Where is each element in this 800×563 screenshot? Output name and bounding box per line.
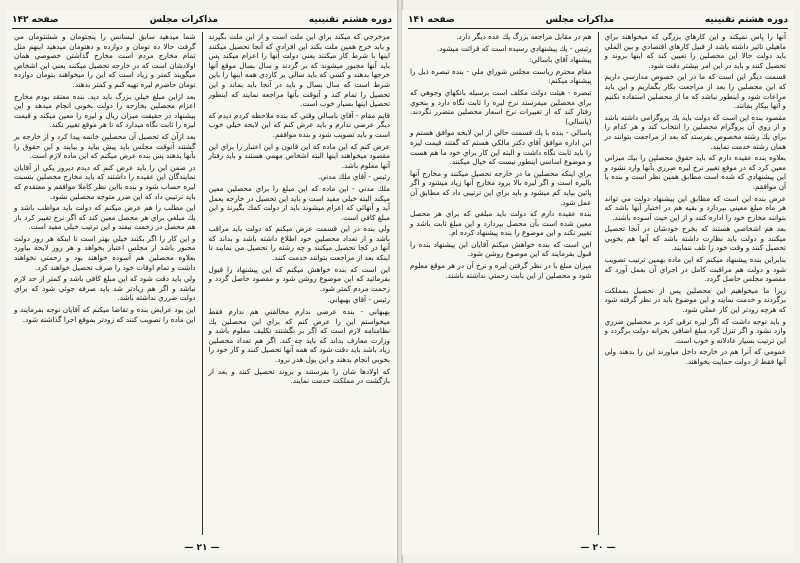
right-page-number: — ۲۰ — — [580, 543, 616, 553]
right-page-left-column — [408, 32, 594, 535]
left-page-number-value: ۲۱ — [196, 543, 208, 553]
paragraph: بنده عقيده دارم كه دولت بايد مبلغي كه براي هر محصل معين شده است بآن محصل بپردازد و اين مبلغ ثابت باشد و تغيير نكند و اين موضوع را بنده پيشنهاد كرده ام. — [410, 209, 592, 238]
paragraph: زيرا ما ميخواهيم اين محصلين پس از تحصيل بمملكت برگردند و خدمت نمايند و اين موضوع بايد در نظر گرفته شود كه هرچه زودتر اين كار عملي شود. — [604, 285, 786, 315]
right-page — [402, 10, 794, 555]
paragraph: عرض بنده اين است كه مطابق اين پيشنهاد دولت مي تواند هر ماه مبلغ معيني بپردازد و بقيه هم در اختيار آنها باشد كه بتوانند مخارج خود را اداره كنند و از اين حيث آسوده باشند. — [604, 193, 786, 222]
left-page-right-column — [207, 32, 393, 535]
left-page-left-column — [12, 32, 198, 535]
paragraph: اين بود عرايض بنده و تقاضا ميكنم كه آقايان توجه بفرمايند و اين ماده را تصويب كنند كه زودتر بموقع اجرا گذاشته شود. — [14, 305, 196, 324]
paragraph: عمومي كه آنرا هم در خارجه داخل مياورند اين را بدهند ولي آنها فقط از دولت حمايت بخواهند. — [604, 347, 786, 366]
paragraph: در ضمن اين را بايد عرض كنم كه ديدم ديروز يكي از آقايان نمايندگان اين عقيده را داشتند كه بايد مخارج محصلين بنسبت ليره حساب شود و بنده بااين نظر كاملا موافقم و معتقدم كه بايد ترتيبي داد كه اين ضرر متوجه محصلين نشود. — [14, 162, 196, 201]
column-separator — [202, 32, 203, 535]
paragraph: بعد هم اشخاصي هستند كه بخرج خودشان در آنجا تحصيل ميكنند و دولت بايد نظارت داشته باشد كه آنها هم بخوبي تحصيل كنند و وقت خود را تلف ننمايند. — [604, 224, 786, 253]
right-page-columns — [408, 32, 788, 535]
paragraph: مقصود بنده اين است كه دولت بايد يك پروگرامي داشته باشد و از روي آن پروگرام محصلين را انتخاب كند و هر كدام را براي يك رشته مخصوص بفرستد كه بعد از مراجعت بتوانند در همان رشته خدمت نمايند. — [604, 112, 786, 151]
right-page-number-value: ۲۰ — [592, 543, 604, 553]
paragraph: پيشنهاد آقاي باسالي: — [529, 55, 592, 65]
paragraph: ميزان مبلغ با در نظر گرفتن ليره و نرخ آن در هر موقع معلوم شود و محصلين از اين بابت زحمتي نداشته باشند. — [410, 261, 592, 280]
paragraph: اين است كه بنده خواهش ميكنم آقايان اين پيشنهاد بنده را قبول بفرمايند كه اين موضوع روشن شود. — [410, 239, 592, 259]
paragraph: تبصره - هيئت دولت مكلف است برسيله بانكهاي وجوهي كه براي محصلين ميفرستد نرخ ليره را ثابت نگاه دارد و بنحوي رفتار كند كه از تغييرات نرخ اسعار محصلين متضرر نگردند. (پاسالي) — [410, 87, 592, 126]
paragraph: رئيس - آقاي بهبهاني. — [327, 295, 390, 305]
paragraph: و اين كار را اگر بكنند خيلي بهتر است تا اينكه هر روز دولت مجبور باشد از مجلس اعتبار بخواهد و هر روز لايحه بياورد بعلاوه محصلين هم آسوده خواهند بود و زحمتي نخواهند داشت و تمام اوقات خود را صرف تحصيل خواهند كرد. — [14, 233, 196, 272]
paragraph: براي اينكه محصلين ما در خارجه تحصيل ميكنند و مخارج آنها باليره است و اگر ليره بالا برود مخارج آنها زياد ميشود و اگر پائين بيايد كم ميشود و بايد براي اين ترتيبي داد كه مطابق آن عمل شود. — [410, 168, 592, 207]
paragraph: پاسالي - بنده با يك قسمت حالي از اين لايحه موافق هستم و اين اداره موافق آقاي دكتر مالكي هستم كه گفتند قيمت ليره را بايد ثابت نگاه داشت و البته اين كار براي خود ما هم هست و موضوع اساسي اينطور نيست كه خيال ميكنند. — [410, 128, 592, 167]
paragraph: شما ميدهيد سابق ليسانس را پنجتومان و ششتومان مي گرفت حالا ده تومان و دوازده و دهتومان ميدهيد اينهم مثل تمام مخارج مردم است مخارج گذاشتن خصوصي همان اولادشان است كه در خارجه تحصيل ميكنند يعني اين اشخاص ميگويند كمتر و زياد است كه اين را ميخواهند بتومان دوازده تومان حاضرم ليره تهيه كنم و كمتر بدهند. — [14, 32, 196, 89]
paragraph: بعد ازآن كه تحصيل آن محصلين خاتمه پيدا كرد و از خارجه بر گشتند آنوقت مجلس بايد پيش بيايد و بيايند و اين حقوق را بآنها بدهند پس بنده عرض ميكنم كه اين ماده لازم است. — [14, 131, 196, 161]
paragraph: عرض كنم كه اين ماده كه اين قانون و اين اعتبار را براي اين مقصود ميخواهند اينها البته اشخاص مهمي هستند و بايد رفتار آنها معلوم باشد. — [208, 141, 390, 170]
paragraph: و بايد توجه داشت كه اگر ليره ترقي كرد بر محصلين ضرري وارد نشود و اگر تنزل كرد مبلغ اضافي بخزانه دولت برگردد و اين ترتيب بسيار عادلانه و خوب است. — [604, 316, 786, 345]
paragraph: رئيس - يك پيشنهادي رسيده است كه قرائت ميشود. — [437, 43, 592, 53]
paragraph: بهبهاني - بنده عرضي ندارم مخالفتي هم ندارم فقط ميخواستم اين را عرض كنم كه براي اين محصلين يك نظامنامه لازم است كه اگر بر نگشتند تكليف معلوم باشد و وزارت معارف بداند كه بايد چه كند. اگر هم تعداد محصلين زياد باشد بايد دقت شود كه همه آنها تحصيل كنند و كار خود را بخوبي انجام بدهند و اين پول هدر نرود. — [208, 307, 390, 364]
right-header-left: صفحه ۱۴۱ — [408, 15, 455, 25]
left-page-columns — [12, 32, 392, 535]
left-page-number: — ۲۱ — — [184, 543, 220, 553]
left-page-header — [12, 12, 392, 29]
left-header-center: مذاكرات مجلس — [149, 15, 219, 25]
right-page-header — [408, 12, 788, 29]
right-header-right: دوره هشتم تقنينيه — [704, 15, 788, 25]
right-header-center: مذاكرات مجلس — [545, 15, 615, 25]
paragraph: بعلاوه بنده عقيده دارم كه بايد حقوق محصلين را بيك ميزاني معين كرد كه در موقع تغيير نرخ ليره ضرري بآنها وارد نشود و اين پيشنهادي كه شده است مطابق همين نظر است و بنده با آن موافقم. — [604, 153, 786, 191]
paragraph: آنها را پاس نميكند و اين كارهاي بزرگي كه ميخواهند براي ماهيلي تاثير داشته باشد از قبيل كارهاي اقتصادي و بين الملي بايد دولت حالا اين محصلين را تعيين كند كه اينها بروند و تحصيل كنند و بايد در اين امر بيشتر دقت شود. — [604, 32, 786, 70]
paragraph: مقام محترم رياست مجلس شوراي ملي - بنده تبصره ذيل را پيشنهاد ميكنم: — [410, 66, 592, 86]
left-page — [6, 10, 398, 555]
paragraph: بنابراين بنده پيشنهاد ميكنم كه اين ماده بهمين ترتيب تصويب شود و دولت هم مراقبت كامل در اجراي آن بعمل آورد كه مقصود مجلس حاصل گردد. — [604, 255, 786, 284]
left-header-left: صفحه ۱۴۲ — [12, 15, 59, 25]
paragraph: ملك مدني - اين ماده كه اين مبلغ را براي محصلين معين ميكند البته خيلي مفيد است و بايد اين تحصيل در خارجه بعمل آيد و آنهائي كه اعزام ميشوند بايد از دولت كمك بگيرند و اين مبلغ كافي است. — [208, 183, 390, 222]
paragraph: ولي بنده در اين قسمت عرض ميكنم كه دولت بايد مراقب باشد و از تعداد محصلين خود اطلاع داشته باشد و بداند كه آنها در كجا تحصيل ميكنند و چه رشته را تحصيل مي نمايند تا اينكه بعد از مراجعت بتوانند خدمت كنند. — [208, 224, 390, 263]
right-page-right-column — [603, 32, 789, 535]
paragraph: كه اولادها شان را بفرستند و بروند تحصيل كنند و بعد از بازگشت در مملكت خدمت نمايند. — [208, 366, 390, 386]
paragraph: قايم مقام - آقاي باسالي وقتي كه بنده ملاحظه كردم ديدم كه ديگر عرضي ندارم و بايد عرض كنم كه اين لايحه خيلي خوب است و بايد تصويب شود و بنده موافقم. — [208, 110, 390, 139]
paragraph: اين مطلب را هم عرض ميكنم كه دولت بايد مواظب باشد و يك مبلغي براي هر محصل معين كند كه اگر نرخ تغيير كرد باز هم محصل در زحمت نيفتد و اين ترتيب خيلي مفيد است. — [14, 203, 196, 232]
column-separator — [598, 32, 599, 535]
paragraph: هم در مقابل مراجعه بزرگ يك عده ديگر دارد. — [456, 32, 592, 41]
paragraph: ولي بايد دقت شود كه اين مبلغ كافي باشد و كمتر از حد لازم نباشد و اگر هم زيادتر شد بايد صرفه جوئي شود كه براي دولت ضرري نداشته باشد. — [14, 274, 196, 303]
paragraph: رئيس - آقاي ملك مدني. — [318, 172, 390, 182]
paragraph: قسمت ديگر اين است كه ما در اين خصوص مدارسي داريم كه اين محصلين را بعد از مراجعت بكار بگماريم و اين بايد مراعات شود و اينطور نباشد كه ما از محصلين استفاده نكنيم و آنها بيكار بمانند. — [604, 72, 786, 111]
paragraph: اين است كه بنده خواهش ميكنم كه اين پيشنهاد را قبول بفرمائيد كه اين موضوع روشن شود و مقصود حاصل گردد و زحمت مردم كمتر شود. — [208, 264, 390, 293]
paragraph: مرخرجي كه ميكند براي اين ملت است و از اين ملت بگيرند و بابد خرج همين ملت بكند اين افرادي كه آنجا تحصيل ميكنند اينها با شرط كار ميكنند يعني دولت آنها را اعزام ميكند پس بايد آنها مجبور ميشوند كه بر گردند و سال بسال موقع آنها خرجها بدهند و كسي كه بايد سالي بر كاردي همه اينها را باين شرط است كه سال بسال و بايد در آنجا بايد بماند و اين تحصيل را تمام كند و آنوقت بآنها مراجعه نمايند كه اينطور تحصيل اينها بسيار خوب است. — [208, 32, 390, 109]
left-header-right: دوره هشتم تقنينيه — [308, 15, 392, 25]
paragraph: بعد ازاين مبلغ خيلي بزرگ بايد ديد. بنده معتقد بودم مخارج اعزام محصلين بخارجه را دولت بخوبي انجام ميدهد و اين پيشنهاد در حقيقت ميزان ريال و ليره را معين ميكند و قيمت ليره را ثابت نگاه ميدارد كه تا هر موقع تغيير نكند. — [14, 91, 196, 130]
